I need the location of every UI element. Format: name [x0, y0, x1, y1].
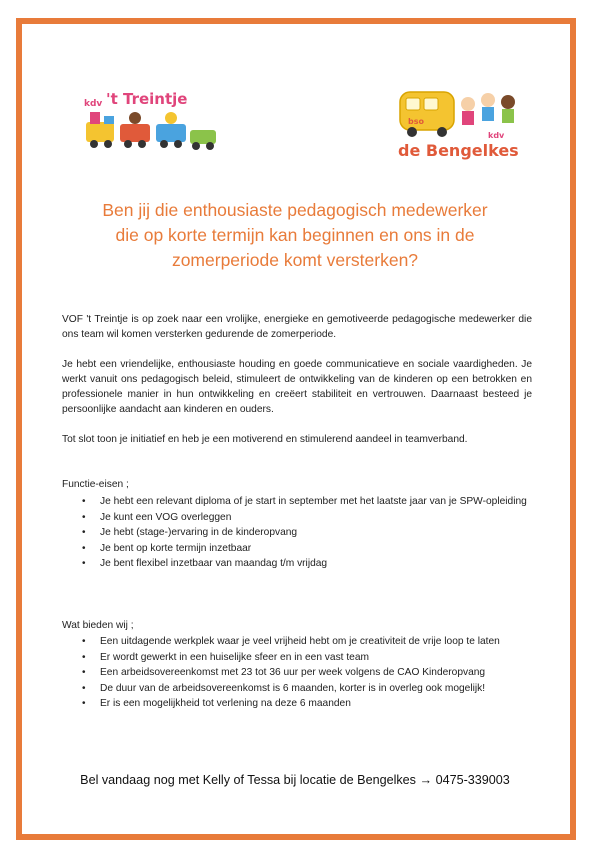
list-item: • Een uitdagende werkplek waar je veel vrijheid hebt om je creativiteit de vrije loop te laten — [62, 634, 532, 650]
list-item: • Er wordt gewerkt in een huiselijke sfeer en in een vast team — [62, 650, 532, 666]
logo-bso-text: bso — [408, 117, 424, 126]
bullet-icon: • — [82, 667, 86, 678]
bullet-icon: • — [82, 527, 86, 538]
list-item: • Je bent flexibel inzetbaar van maandag t/m vrijdag — [62, 556, 532, 572]
logo-treintje-text: 't Treintje — [106, 90, 188, 108]
bullet-icon: • — [82, 682, 86, 694]
headline-line-1: Ben jij die enthousiaste pedagogisch medewerker — [102, 200, 488, 220]
offer-label: Wat bieden wij ; — [62, 620, 134, 631]
phone-number: 0475-339003 — [435, 773, 510, 787]
requirements-label: Functie-eisen ; — [62, 479, 129, 490]
contact-footer — [40, 773, 550, 787]
bullet-icon: • — [82, 651, 86, 663]
headline-line-2: die op korte termijn kan beginnen en ons in de — [115, 225, 475, 245]
bullet-icon: • — [82, 542, 86, 554]
list-item: • Je hebt een relevant diploma of je start in september met het laatste jaar van je SPW-opleiding — [62, 494, 532, 510]
arrow-right-icon: → — [419, 773, 433, 787]
bullet-icon: • — [82, 636, 86, 647]
logo-kdv-text: kdv — [84, 99, 103, 109]
footer-text: Bel vandaag nog met Kelly of Tessa bij locatie de Bengelkes — [80, 773, 416, 787]
list-item: • Er is een mogelijkheid tot verlening na deze 6 maanden — [62, 696, 532, 712]
logo-bengelkes-text: de Bengelkes — [398, 141, 519, 160]
closing-paragraph: Tot slot toon je initiatief en heb je een motiverend en stimulerend aandeel in teamverband. — [62, 434, 468, 445]
profile-paragraph: Je hebt een vriendelijke, enthousiaste houding en goede communicatieve en sociale vaardigheden. Je werkt vanuit ons pedagogisch beleid, stimuleert de ontwikkeling van de kinderen op een betrokken en professionele manier in hun ontwikkeling en creëert stabiliteit en vertrouwen. Daarnaast besteed je persoonlijke aandacht aan kinderen en ouders. — [62, 359, 532, 415]
headline — [60, 198, 530, 273]
requirements-list — [62, 494, 532, 572]
bengelkes-logo — [396, 82, 530, 162]
bullet-icon: • — [82, 496, 86, 507]
headline-line-3: zomerperiode komt versterken? — [171, 250, 419, 270]
list-item: • Je hebt (stage-)ervaring in de kinderopvang — [62, 525, 532, 541]
list-item: • Je bent op korte termijn inzetbaar — [62, 541, 532, 557]
list-item: • De duur van de arbeidsovereenkomst is 6 maanden, korter is in overleg ook mogelijk! — [62, 681, 532, 697]
list-item: • Je kunt een VOG overleggen — [62, 510, 532, 526]
bullet-icon: • — [82, 698, 86, 709]
intro-paragraph: VOF 't Treintje is op zoek naar een vrolijke, energieke en gemotiveerde pedagogische medewerker die ons team wil komen versterken gedurende de zomerperiode. — [62, 314, 532, 340]
bullet-icon: • — [82, 558, 86, 569]
offer-list — [62, 634, 532, 712]
logo-kdv-text: kdv — [488, 131, 505, 140]
bullet-icon: • — [82, 511, 86, 523]
treintje-logo — [80, 86, 220, 156]
list-item: • Een arbeidsovereenkomst met 23 tot 36 uur per week volgens de CAO Kinderopvang — [62, 665, 532, 681]
